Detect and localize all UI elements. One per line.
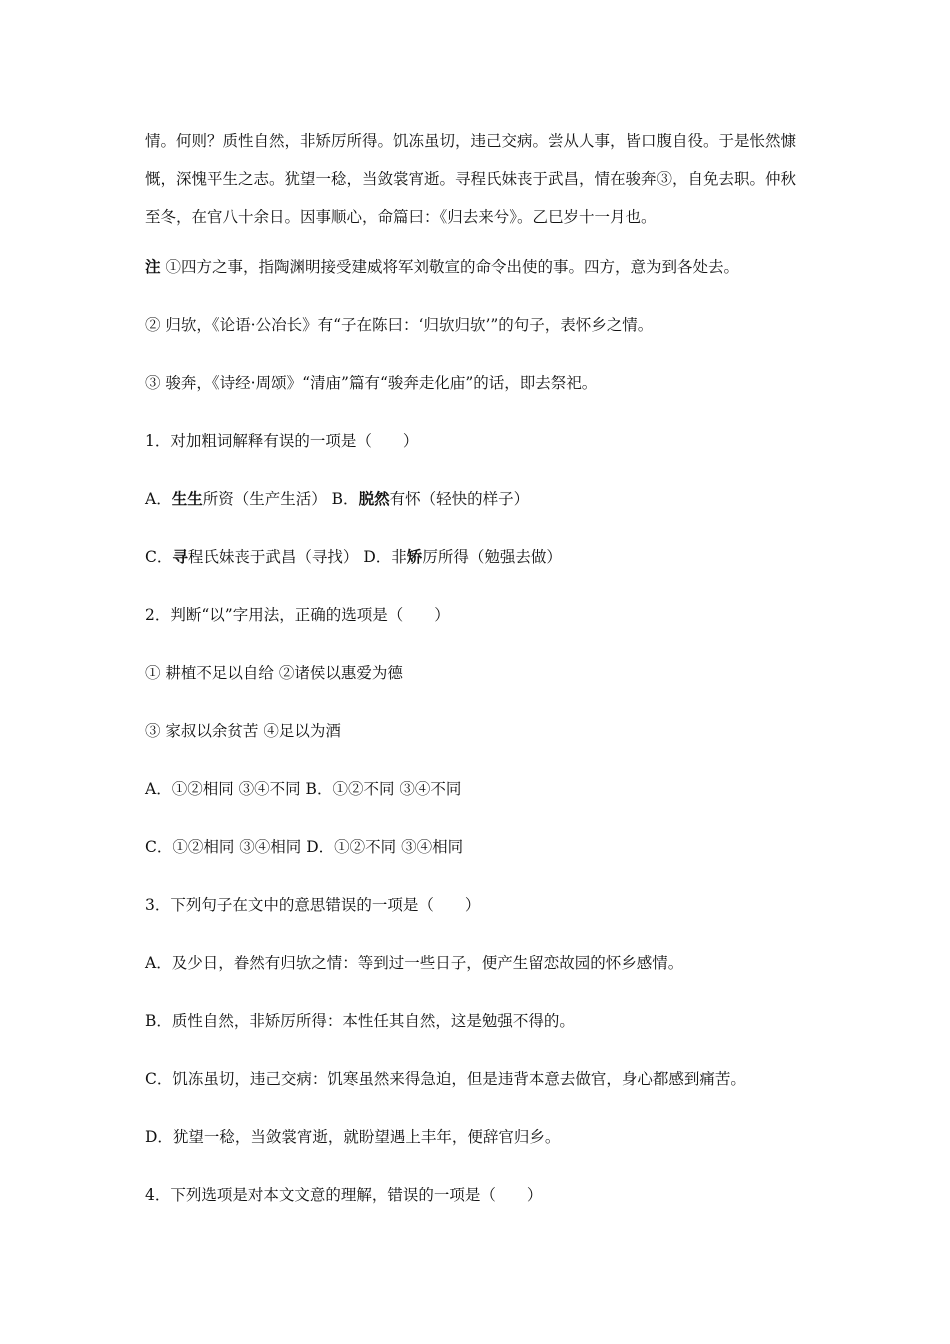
option-text: 程氏妹丧于武昌（寻找） [187, 548, 359, 566]
question-2-sentences-1: ① 耕植不足以自给 ②诸侯以惠爱为德 [145, 664, 403, 682]
passage-line: 慨，深愧平生之志。犹望一稔，当敛裳宵逝。寻程氏妹丧于武昌，情在骏奔③，自免去职。仲秋 [145, 170, 797, 188]
question-1-options-ab [145, 486, 810, 512]
question-3-stem: 3．下列句子在文中的意思错误的一项是（ ） [145, 896, 481, 914]
bold-word: 生生 [171, 489, 203, 508]
question-3-option-d: D．犹望一稔，当敛裳宵逝，就盼望遇上丰年，便辞官归乡。 [145, 1128, 561, 1146]
option-letter: B． [331, 490, 359, 508]
notes-label: 注 [145, 257, 161, 276]
questions-section [145, 428, 810, 1208]
question-1-options-cd [145, 544, 810, 570]
option-letter: C． [145, 548, 173, 566]
question-1-stem: 1．对加粗词解释有误的一项是（ ） [145, 432, 419, 450]
note-2: ② 归欤，《论语·公冶长》有“子在陈曰：‘归欤归欤’”的句子，表怀乡之情。 [145, 316, 654, 334]
option-text: 非 [391, 548, 407, 566]
passage-line: 情。何则？质性自然，非矫厉所得。饥冻虽切，违己交病。尝从人事，皆口腹自役。于是怅然慷 [145, 132, 797, 150]
question-3-option-c: C．饥冻虽切，违己交病：饥寒虽然来得急迫，但是违背本意去做官，身心都感到痛苦。 [145, 1070, 746, 1088]
question-3-option-a: A．及少日，眷然有归欤之情：等到过一些日子，便产生留恋故园的怀乡感情。 [145, 954, 684, 972]
question-2-stem: 2．判断“以”字用法，正确的选项是（ ） [145, 606, 450, 624]
passage-line: 至冬，在官八十余日。因事顺心，命篇曰：《归去来兮》。乙巳岁十一月也。 [145, 208, 657, 226]
question-2-options-cd: C．①②相同 ③④相同 D．①②不同 ③④相同 [145, 838, 464, 856]
bold-word: 脱然 [358, 489, 390, 508]
option-text: 所资（生产生活） [202, 490, 327, 508]
option-letter: A． [145, 490, 172, 508]
question-3-option-b: B．质性自然，非矫厉所得：本性任其自然，这是勉强不得的。 [145, 1012, 575, 1030]
question-4-stem: 4．下列选项是对本文文意的理解，错误的一项是（ ） [145, 1186, 543, 1204]
document-content [145, 122, 810, 1240]
note-text: ①四方之事，指陶渊明接受建威将军刘敬宣的命令出使的事。四方，意为到各处去。 [165, 258, 739, 276]
note-1 [145, 254, 810, 280]
passage-continuation [145, 122, 810, 236]
bold-word: 矫 [406, 547, 423, 566]
notes-section [145, 254, 810, 396]
note-3: ③ 骏奔，《诗经·周颂》“清庙”篇有“骏奔走化庙”的话，即去祭祀。 [145, 374, 598, 392]
option-text: 有怀（轻快的样子） [389, 490, 530, 508]
option-letter: D． [363, 548, 392, 566]
bold-word: 寻 [172, 547, 188, 566]
question-2-sentences-2: ③ 家叔以余贫苦 ④足以为酒 [145, 722, 341, 740]
question-2-options-ab: A．①②相同 ③④不同 B．①②不同 ③④不同 [145, 780, 462, 798]
option-text: 厉所得（勉强去做） [422, 548, 562, 566]
